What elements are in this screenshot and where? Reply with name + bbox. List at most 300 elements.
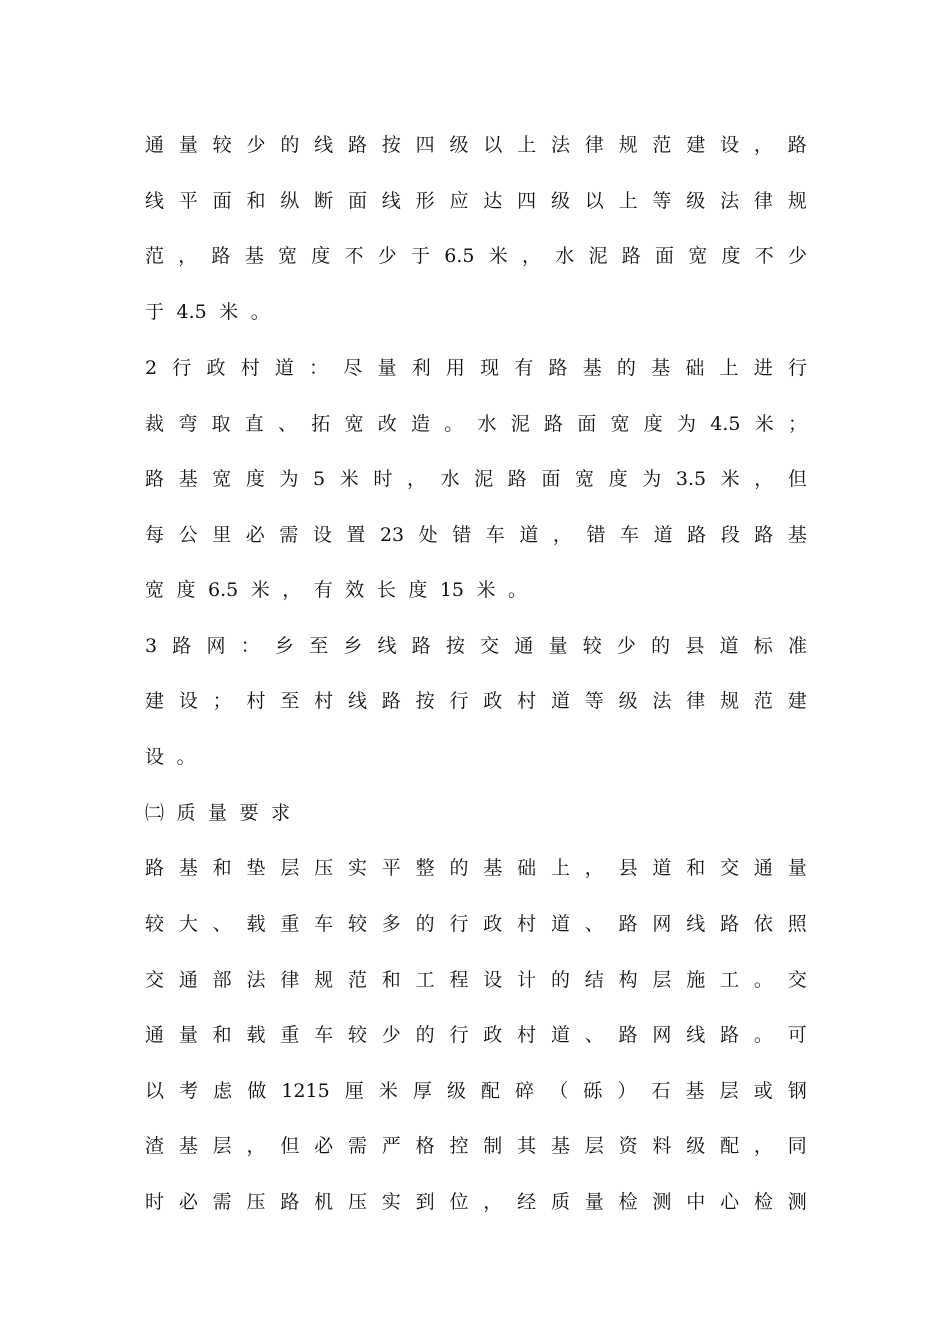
glyph: 6.5 — [208, 579, 239, 601]
glyph: 检 — [753, 1191, 773, 1213]
glyph: 路 — [347, 134, 367, 156]
glyph: 基 — [178, 468, 198, 490]
glyph: 法 — [550, 134, 570, 156]
glyph: 级 — [550, 190, 570, 212]
glyph: 进 — [753, 357, 773, 379]
glyph: 现 — [480, 357, 500, 379]
glyph: ） — [617, 1080, 637, 1102]
glyph: 村 — [517, 913, 537, 935]
glyph: 基 — [178, 1135, 198, 1157]
glyph: 的 — [415, 913, 435, 935]
glyph: 水 — [440, 468, 460, 490]
glyph: 为 — [642, 468, 662, 490]
glyph: 通 — [514, 635, 534, 657]
glyph: 度 — [721, 245, 741, 267]
glyph: 和 — [246, 190, 266, 212]
glyph: 基 — [550, 1135, 570, 1157]
glyph: 的 — [550, 969, 570, 991]
glyph: 4.5 — [176, 301, 207, 323]
glyph: 取 — [211, 413, 231, 435]
glyph: 基 — [483, 857, 503, 879]
glyph: 泥 — [474, 468, 494, 490]
glyph: ， — [406, 468, 426, 490]
glyph: 法 — [720, 190, 740, 212]
glyph: 2 — [145, 357, 158, 379]
glyph: 钢 — [787, 1080, 807, 1102]
glyph: 厘 — [344, 1080, 364, 1102]
glyph: 米 — [488, 245, 508, 267]
glyph: 网 — [206, 635, 226, 657]
glyph: ： — [240, 635, 260, 657]
glyph: 政 — [483, 690, 503, 712]
glyph: 行 — [449, 1024, 469, 1046]
glyph: 法 — [652, 690, 672, 712]
glyph: 范 — [652, 134, 672, 156]
glyph: 压 — [246, 1191, 266, 1213]
glyph: 于 — [145, 301, 165, 323]
glyph: 级 — [449, 134, 469, 156]
glyph: 必 — [314, 1135, 334, 1157]
glyph: 错 — [586, 524, 606, 546]
glyph: 结 — [584, 969, 604, 991]
glyph: 水 — [477, 413, 497, 435]
glyph: 施 — [686, 969, 706, 991]
glyph: 载 — [246, 913, 266, 935]
glyph: 格 — [415, 1135, 435, 1157]
glyph: ， — [178, 245, 198, 267]
glyph: 碎 — [515, 1080, 535, 1102]
glyph: 制 — [483, 1135, 503, 1157]
glyph: 面 — [654, 245, 674, 267]
glyph: 设 — [720, 134, 740, 156]
glyph: 较 — [347, 1024, 367, 1046]
glyph: 政 — [483, 913, 503, 935]
glyph: 利 — [411, 357, 431, 379]
glyph: 路 — [381, 690, 401, 712]
glyph: 尽 — [343, 357, 363, 379]
glyph: 较 — [212, 134, 232, 156]
text-line-17 — [145, 1020, 807, 1050]
glyph: 做 — [247, 1080, 267, 1102]
glyph: ， — [753, 134, 773, 156]
glyph: 同 — [787, 1135, 807, 1157]
glyph: 路 — [618, 913, 638, 935]
glyph: 要 — [239, 802, 259, 824]
glyph: 效 — [345, 579, 365, 601]
text-line-8 — [145, 520, 807, 550]
glyph: 纵 — [280, 190, 300, 212]
glyph: 以 — [145, 1080, 165, 1102]
glyph: 范 — [145, 245, 165, 267]
glyph: 设 — [178, 690, 198, 712]
glyph: 压 — [314, 857, 334, 879]
glyph: 宽 — [344, 413, 364, 435]
glyph: 路 — [280, 1191, 300, 1213]
glyph: 层 — [212, 1135, 232, 1157]
glyph: 道 — [719, 635, 739, 657]
glyph: 层 — [652, 969, 672, 991]
text-line-18 — [145, 1076, 807, 1106]
glyph: 基 — [178, 857, 198, 879]
glyph: 、 — [584, 913, 604, 935]
glyph: 6.5 — [444, 245, 475, 267]
glyph: 级 — [618, 690, 638, 712]
glyph: 米 — [219, 301, 239, 323]
glyph: 宽 — [145, 579, 165, 601]
glyph: 和 — [212, 857, 232, 879]
glyph: 路 — [145, 857, 165, 879]
glyph: 路 — [754, 524, 774, 546]
glyph: 时 — [145, 1191, 165, 1213]
glyph: 的 — [415, 1024, 435, 1046]
glyph: 村 — [314, 690, 334, 712]
glyph: ； — [212, 690, 232, 712]
text-line-10 — [145, 631, 807, 661]
glyph: ， — [584, 857, 604, 879]
glyph: 宽 — [688, 245, 708, 267]
glyph: 等 — [652, 190, 672, 212]
glyph: 公 — [178, 524, 198, 546]
glyph: 路 — [211, 245, 231, 267]
glyph: 面 — [212, 190, 232, 212]
glyph: 但 — [787, 468, 807, 490]
glyph: 设 — [483, 969, 503, 991]
glyph: 渣 — [145, 1135, 165, 1157]
glyph: 标 — [753, 635, 773, 657]
glyph: 础 — [685, 357, 705, 379]
glyph: 线 — [686, 913, 706, 935]
glyph: 村 — [517, 690, 537, 712]
glyph: 行 — [172, 357, 192, 379]
glyph: 需 — [279, 524, 299, 546]
glyph: 量 — [377, 357, 397, 379]
glyph: 大 — [178, 913, 198, 935]
text-line-4 — [145, 297, 807, 327]
glyph: 路 — [172, 635, 192, 657]
glyph: 控 — [449, 1135, 469, 1157]
glyph: 5 — [313, 468, 326, 490]
glyph: 量 — [178, 134, 198, 156]
glyph: 较 — [347, 913, 367, 935]
glyph: 线 — [314, 134, 334, 156]
glyph: 有 — [313, 579, 333, 601]
glyph: 乡 — [343, 635, 363, 657]
glyph: 。 — [444, 413, 464, 435]
glyph: 网 — [652, 1024, 672, 1046]
glyph: 错 — [452, 524, 472, 546]
glyph: 平 — [381, 857, 401, 879]
glyph: 度 — [608, 468, 628, 490]
glyph: 基 — [651, 357, 671, 379]
glyph: 整 — [415, 857, 435, 879]
glyph: 面 — [577, 413, 597, 435]
glyph: 为 — [279, 468, 299, 490]
glyph: 路 — [411, 635, 431, 657]
glyph: 。 — [508, 579, 528, 601]
glyph: 裁 — [145, 413, 165, 435]
glyph: 法 — [246, 969, 266, 991]
glyph: ㈡ — [145, 802, 165, 824]
text-line-7 — [145, 464, 807, 494]
glyph: 测 — [652, 1191, 672, 1213]
glyph: 线 — [377, 635, 397, 657]
glyph: 规 — [618, 134, 638, 156]
glyph: 23 — [379, 524, 405, 546]
glyph: 面 — [347, 190, 367, 212]
glyph: 实 — [381, 1191, 401, 1213]
glyph: 平 — [178, 190, 198, 212]
glyph: 造 — [411, 413, 431, 435]
glyph: 。 — [176, 746, 196, 768]
glyph: ， — [754, 468, 774, 490]
glyph: 宽 — [278, 245, 298, 267]
glyph: ： — [309, 357, 329, 379]
glyph: 路 — [618, 1024, 638, 1046]
glyph: 上 — [550, 857, 570, 879]
glyph: 层 — [280, 857, 300, 879]
glyph: 线 — [686, 1024, 706, 1046]
glyph: 水 — [555, 245, 575, 267]
glyph: 处 — [418, 524, 438, 546]
glyph: 有 — [514, 357, 534, 379]
glyph: 于 — [411, 245, 431, 267]
glyph: 直 — [244, 413, 264, 435]
glyph: 四 — [517, 190, 537, 212]
glyph: 泥 — [510, 413, 530, 435]
glyph: 行 — [449, 913, 469, 935]
glyph: 车 — [314, 1024, 334, 1046]
glyph: 至 — [280, 690, 300, 712]
glyph: 的 — [651, 635, 671, 657]
glyph: 米 — [339, 468, 359, 490]
glyph: 村 — [246, 690, 266, 712]
glyph: 检 — [618, 1191, 638, 1213]
glyph: 线 — [381, 190, 401, 212]
glyph: 、 — [584, 1024, 604, 1046]
glyph: 3.5 — [675, 468, 707, 490]
glyph: 通 — [145, 1024, 165, 1046]
glyph: 设 — [312, 524, 332, 546]
glyph: 县 — [685, 635, 705, 657]
glyph: 道 — [652, 857, 672, 879]
glyph: 道 — [653, 524, 673, 546]
text-line-11 — [145, 686, 807, 716]
glyph: 宽 — [575, 468, 595, 490]
glyph: 级 — [686, 1135, 706, 1157]
glyph: 基 — [244, 245, 264, 267]
glyph: 车 — [485, 524, 505, 546]
glyph: 量 — [548, 635, 568, 657]
glyph: 需 — [347, 1135, 367, 1157]
glyph: 少 — [787, 245, 807, 267]
glyph: 县 — [618, 857, 638, 879]
glyph: 机 — [314, 1191, 334, 1213]
glyph: 和 — [686, 857, 706, 879]
text-line-5 — [145, 353, 807, 383]
glyph: 基 — [685, 1080, 705, 1102]
glyph: 乡 — [274, 635, 294, 657]
glyph: 弯 — [178, 413, 198, 435]
glyph: 道 — [550, 1024, 570, 1046]
glyph: 程 — [449, 969, 469, 991]
glyph: 少 — [616, 635, 636, 657]
glyph: 必 — [178, 1191, 198, 1213]
glyph: 通 — [145, 134, 165, 156]
glyph: 上 — [618, 190, 638, 212]
glyph: 路 — [720, 1024, 740, 1046]
glyph: 压 — [347, 1191, 367, 1213]
glyph: 政 — [206, 357, 226, 379]
glyph: 规 — [314, 969, 334, 991]
glyph: 资 — [618, 1135, 638, 1157]
glyph: 15 — [439, 579, 465, 601]
glyph: 砾 — [583, 1080, 603, 1102]
glyph: 。 — [753, 1024, 773, 1046]
glyph: 层 — [584, 1135, 604, 1157]
glyph: 的 — [449, 857, 469, 879]
glyph: 车 — [620, 524, 640, 546]
glyph: 或 — [753, 1080, 773, 1102]
text-line-1 — [145, 130, 807, 160]
glyph: 照 — [787, 913, 807, 935]
glyph: 位 — [449, 1191, 469, 1213]
glyph: ， — [282, 579, 302, 601]
glyph: 村 — [240, 357, 260, 379]
glyph: 行 — [787, 357, 807, 379]
glyph: 网 — [652, 913, 672, 935]
glyph: 其 — [517, 1135, 537, 1157]
glyph: 的 — [616, 357, 636, 379]
glyph: ； — [787, 413, 807, 435]
glyph: 多 — [381, 913, 401, 935]
glyph: 度 — [176, 579, 196, 601]
glyph: 层 — [719, 1080, 739, 1102]
glyph: 到 — [415, 1191, 435, 1213]
text-line-12 — [145, 742, 807, 772]
glyph: 路 — [621, 245, 641, 267]
glyph: 量 — [208, 802, 228, 824]
glyph: 路 — [507, 468, 527, 490]
glyph: 度 — [643, 413, 663, 435]
glyph: 律 — [753, 190, 773, 212]
glyph: 虑 — [213, 1080, 233, 1102]
glyph: 律 — [686, 690, 706, 712]
glyph: 长 — [376, 579, 396, 601]
glyph: 达 — [483, 190, 503, 212]
glyph: 较 — [145, 913, 165, 935]
glyph: 形 — [415, 190, 435, 212]
glyph: 应 — [449, 190, 469, 212]
glyph: 按 — [415, 690, 435, 712]
glyph: ， — [552, 524, 572, 546]
glyph: 上 — [719, 357, 739, 379]
glyph: ， — [521, 245, 541, 267]
glyph: 为 — [677, 413, 697, 435]
glyph: 但 — [280, 1135, 300, 1157]
glyph: 考 — [179, 1080, 199, 1102]
glyph: 米 — [754, 413, 774, 435]
glyph: 垫 — [246, 857, 266, 879]
glyph: 质 — [176, 802, 196, 824]
glyph: 重 — [280, 913, 300, 935]
glyph: 按 — [381, 134, 401, 156]
glyph: 规 — [720, 690, 740, 712]
glyph: 线 — [145, 190, 165, 212]
text-line-14 — [145, 853, 807, 883]
glyph: 路 — [548, 357, 568, 379]
glyph: 上 — [517, 134, 537, 156]
glyph: 。 — [753, 969, 773, 991]
glyph: 村 — [517, 1024, 537, 1046]
glyph: 里 — [212, 524, 232, 546]
text-line-16 — [145, 965, 807, 995]
glyph: 按 — [445, 635, 465, 657]
glyph: 严 — [381, 1135, 401, 1157]
glyph: 少 — [381, 1024, 401, 1046]
glyph: 部 — [212, 969, 232, 991]
glyph: 度 — [408, 579, 428, 601]
glyph: 以 — [584, 190, 604, 212]
glyph: 求 — [271, 802, 291, 824]
glyph: 米 — [476, 579, 496, 601]
glyph: 改 — [377, 413, 397, 435]
glyph: 交 — [787, 969, 807, 991]
glyph: 宽 — [610, 413, 630, 435]
glyph: 、 — [278, 413, 298, 435]
glyph: 级 — [446, 1080, 466, 1102]
glyph: 律 — [584, 134, 604, 156]
glyph: ， — [753, 1135, 773, 1157]
glyph: 需 — [212, 1191, 232, 1213]
glyph: 政 — [483, 1024, 503, 1046]
text-line-19 — [145, 1131, 807, 1161]
glyph: 行 — [449, 690, 469, 712]
glyph: 经 — [517, 1191, 537, 1213]
glyph: 线 — [347, 690, 367, 712]
glyph: 必 — [245, 524, 265, 546]
glyph: 至 — [309, 635, 329, 657]
glyph: 准 — [787, 635, 807, 657]
glyph: 配 — [481, 1080, 501, 1102]
glyph: 设 — [145, 746, 165, 768]
glyph: 3 — [145, 635, 158, 657]
glyph: 建 — [686, 134, 706, 156]
glyph: 量 — [787, 857, 807, 879]
glyph: 不 — [344, 245, 364, 267]
glyph: 和 — [381, 969, 401, 991]
glyph: 测 — [787, 1191, 807, 1213]
glyph: 工 — [415, 969, 435, 991]
text-line-3 — [145, 241, 807, 271]
glyph: 宽 — [212, 468, 232, 490]
section-heading — [145, 798, 807, 828]
text-line-9 — [145, 575, 807, 605]
glyph: 构 — [618, 969, 638, 991]
glyph: 等 — [584, 690, 604, 712]
glyph: 米 — [378, 1080, 398, 1102]
glyph: 道 — [550, 913, 570, 935]
glyph: 路 — [687, 524, 707, 546]
glyph: 级 — [686, 190, 706, 212]
glyph: 的 — [280, 134, 300, 156]
glyph: 载 — [246, 1024, 266, 1046]
glyph: 少 — [246, 134, 266, 156]
glyph: 范 — [347, 969, 367, 991]
glyph: 路 — [145, 468, 165, 490]
glyph: 道 — [274, 357, 294, 379]
text-line-6 — [145, 409, 807, 439]
glyph: 料 — [652, 1135, 672, 1157]
